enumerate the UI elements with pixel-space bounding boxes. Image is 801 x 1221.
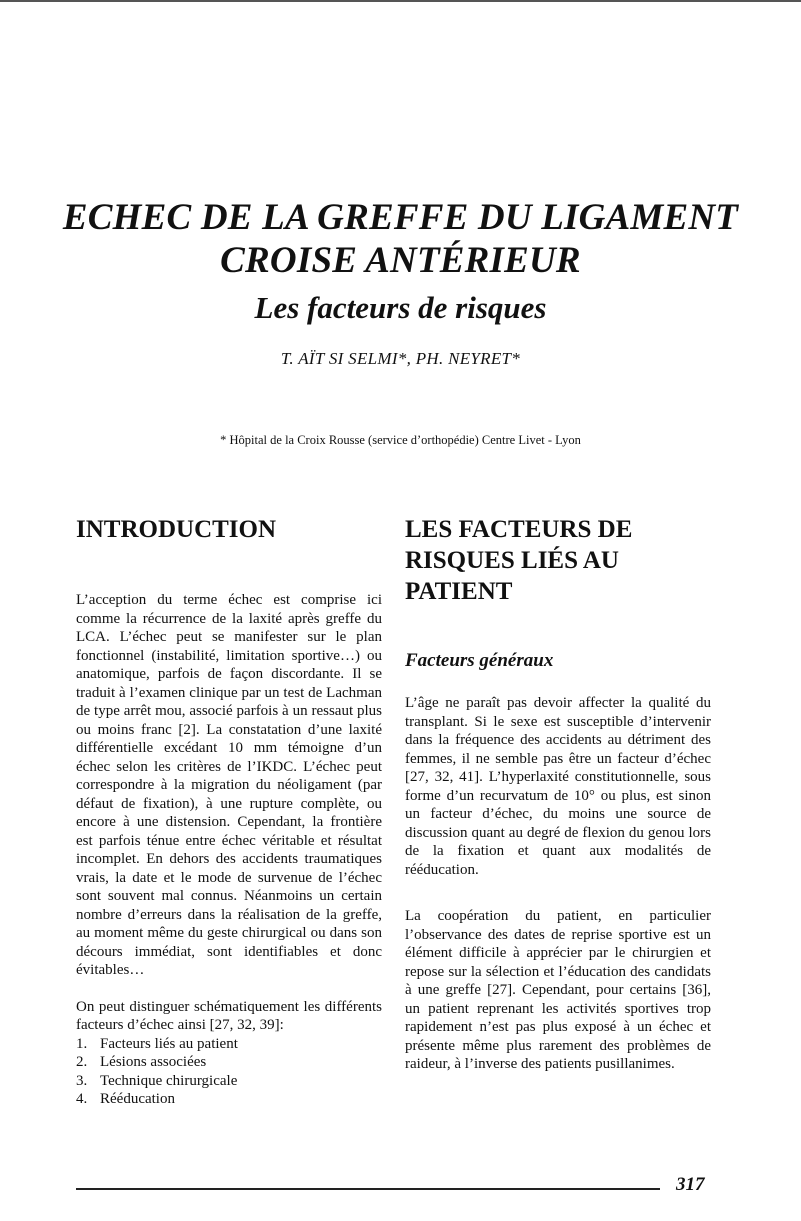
article-title-line-1: ECHEC DE LA GREFFE DU LIGAMENT <box>62 197 739 238</box>
general-factors-paragraph-1: L’âge ne paraît pas devoir affecter la qualité du transplant. Si le sexe est susceptible d’intervenir dans la fréquence des accidents au détriment des femmes, il ne semble pas être un facteur d’échec [27, 32, 41]. L’hyperlaxité constitutionnelle, sous forme d’un recurvatum de 10° ou plus, est sinon un facteur d’échec, du moins une source de discussion quant au degré de flexion du genou lors de la fixation et quant aux modalités de rééducation. <box>405 695 711 878</box>
top-rule <box>0 0 801 2</box>
list-item: 4. Rééducation <box>76 1091 175 1107</box>
page-number: 317 <box>676 1174 705 1195</box>
patient-factors-heading: LES FACTEURS DE RISQUES LIÉS AU PATIENT <box>405 516 633 605</box>
affiliation: * Hôpital de la Croix Rousse (service d’orthopédie) Centre Livet - Lyon <box>220 433 581 447</box>
article-title-line-2: CROISE ANTÉRIEUR <box>220 240 581 281</box>
footer-rule <box>76 1188 660 1190</box>
left-column <box>76 514 382 1109</box>
list-item: 1. Facteurs liés au patient <box>76 1035 238 1052</box>
list-item: 2. Lésions associées <box>76 1054 207 1070</box>
failure-factors-list <box>76 1035 382 1109</box>
introduction-heading: INTRODUCTION <box>76 516 277 543</box>
general-factors-subheading: Facteurs généraux <box>405 650 554 671</box>
introduction-paragraph-2: On peut distinguer schématiquement les différents facteurs d’échec ainsi [27, 32, 39]: <box>76 998 382 1033</box>
right-column <box>405 514 711 1074</box>
introduction-paragraph-1: L’acception du terme échec est comprise ici comme la récurrence de la laxité après greffe du LCA. L’échec peut se manifester sur le plan fonctionnel (instabilité, limitation sportive…) ou anatomique, parfois de façon discordante. Il se traduit à l’examen clinique par un test de Lachman de type arrêt mou, associé parfois à un ressaut plus ou moins franc [2]. La constatation d’une laxité différentielle excédant 10 mm témoigne d’un échec selon les critères de l’IKDC. L’échec peut correspondre à la migration du néoligament (par défaut de fixation), à une rupture complète, ou encore à une distension. Cependant, la frontière est parfois ténue entre échec véritable et résultat incomplet. En dehors des accidents traumatiques vrais, la date et le mode de survenue de l’échec sont souvent mal connus. Néanmoins un certain nombre d’erreurs dans la réalisation de la greffe, au moment même du geste chirurgical ou dans son décours immédiat, sont identifiables et donc évitables… <box>76 592 382 978</box>
title-block <box>0 196 801 328</box>
authors: T. AÏT SI SELMI*, PH. NEYRET* <box>280 349 521 368</box>
general-factors-paragraph-2: La coopération du patient, en particulier l’observance des dates de reprise sportive est un élément difficile à apprécier par le chirurgien et repose sur la sélection et l’éducation des candidats à une greffe [27]. Cependant, pour certains [36], un patient reprenant les activités sportives trop rapidement n’est pas plus exposé à un échec et présente même plus rarement des problèmes de raideur, à l’inverse des patients pusillanimes. <box>405 908 711 1072</box>
list-item: 3. Technique chirurgicale <box>76 1072 238 1089</box>
article-subtitle: Les facteurs de risques <box>254 290 547 325</box>
